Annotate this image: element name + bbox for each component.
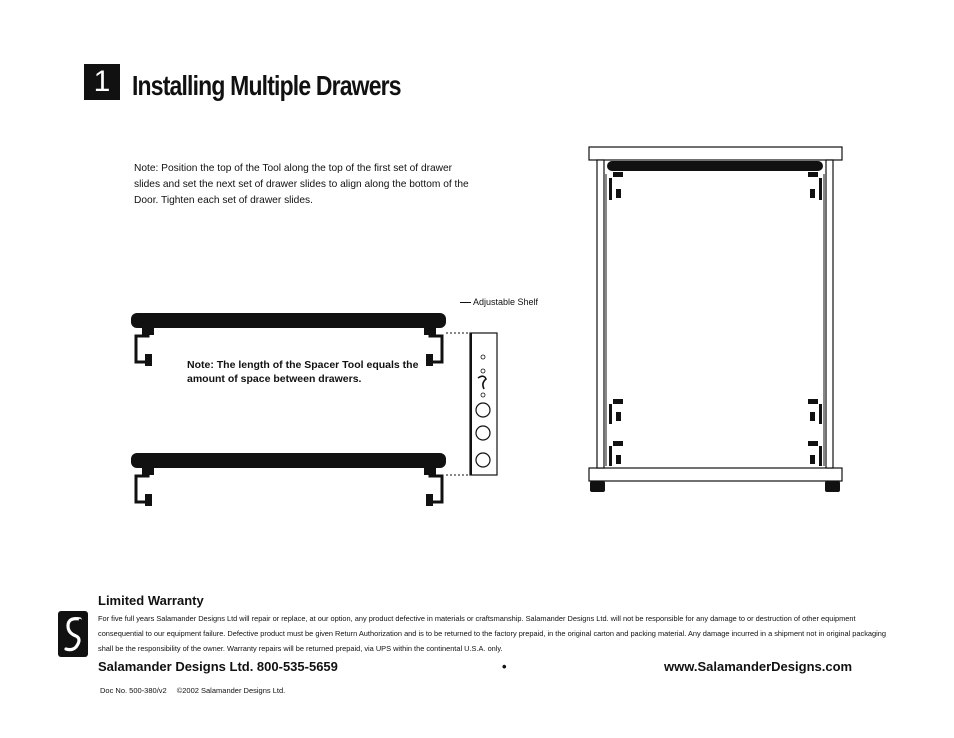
- footer-website-link[interactable]: www.SalamanderDesigns.com: [664, 659, 853, 674]
- leader-line: [460, 302, 471, 303]
- spacer-tool: [470, 333, 497, 475]
- cabinet-drawer-panel: [606, 161, 824, 466]
- warranty-title: Limited Warranty: [98, 593, 204, 608]
- lower-drawer-panel: [131, 453, 446, 468]
- document-info: [100, 686, 295, 695]
- copyright: ©2002 Salamander Designs Ltd.: [176, 686, 286, 695]
- note-tool-position: Note: Position the top of the Tool along the top of the first set of drawer slides and set the next set of drawer slides to align along the bottom of the Door. Tighten each set of drawer slides.: [134, 163, 469, 206]
- note-spacer-length: Note: The length of the Spacer Tool equals the amount of space between drawers.: [187, 359, 419, 385]
- lower-right-slide-screws: [424, 468, 436, 506]
- upper-left-slide-screws: [142, 328, 154, 366]
- step-number-badge: 1: [84, 64, 120, 100]
- adjustable-shelf-text: Adjustable Shelf: [473, 297, 539, 307]
- cabinet-slide-brackets: [609, 172, 822, 466]
- spacer-guide-lines: [446, 333, 470, 475]
- lower-left-slide-screws: [142, 468, 154, 506]
- doc-number: Doc No. 500-380/v2: [100, 686, 167, 695]
- page-title: Installing Multiple Drawers: [132, 70, 401, 101]
- upper-drawer-panel: [131, 313, 446, 328]
- adjustable-shelf-label: [460, 297, 538, 307]
- footer-bullet: •: [502, 659, 507, 674]
- salamander-logo-icon: [58, 611, 88, 657]
- cabinet-frame: [589, 147, 842, 492]
- footer-company-phone: Salamander Designs Ltd. 800-535-5659: [98, 659, 338, 674]
- warranty-text: For five full years Salamander Designs Ltd will repair or replace, at our option, any product defective in materials or craftsmanship. Salamander Designs Ltd. will not be responsible for any damage to or destruction of other equipment consequential to our equipment failure. Defective product must be given Return Authorization and is to be returned to the factory prepaid, in the original carton and packing material. Any damage incurred in a shipment not in original packaging shall be the responsibility of the owner. Warranty repairs will be returned prepaid, via UPS within the continental U.S.A. only.: [98, 614, 886, 653]
